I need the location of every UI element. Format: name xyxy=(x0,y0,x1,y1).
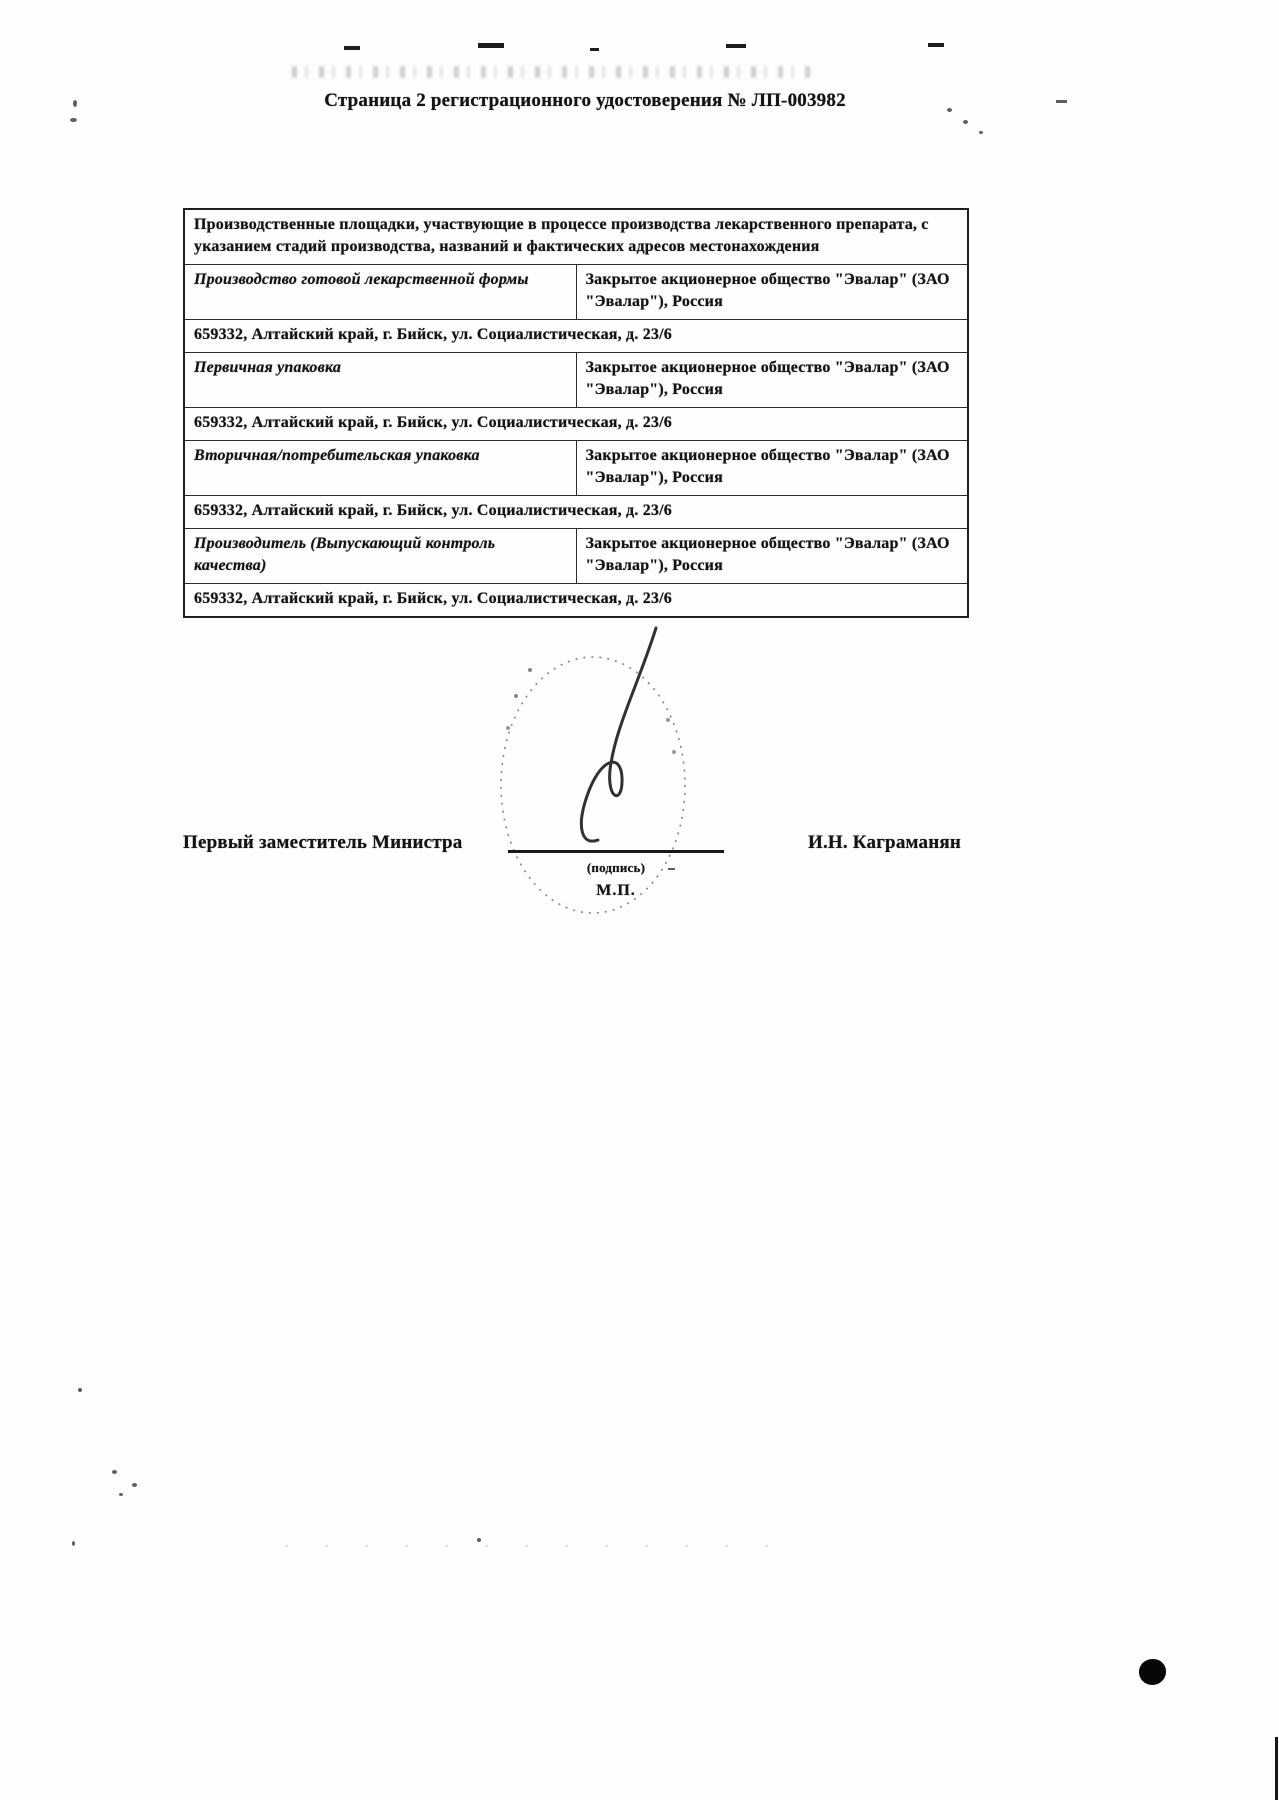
stamp-label: М.П. xyxy=(596,882,636,899)
signer-name: И.Н. Каграманян xyxy=(808,832,962,853)
table-row xyxy=(184,496,968,529)
scan-edge-line xyxy=(1275,1737,1278,1800)
company-cell: Закрытое акционерное общество "Эвалар" (ЗАО "Эвалар"), Россия xyxy=(576,441,968,496)
production-sites-table xyxy=(183,208,969,618)
scan-artifact xyxy=(78,1388,82,1392)
scan-artifact xyxy=(590,48,599,51)
stage-cell: Производитель (Выпускающий контроль качества) xyxy=(184,529,576,584)
company-cell: Закрытое акционерное общество "Эвалар" (ЗАО "Эвалар"), Россия xyxy=(576,353,968,408)
scan-artifact xyxy=(726,44,746,48)
scan-artifact xyxy=(70,118,77,122)
table-row xyxy=(184,529,968,584)
scan-artifact xyxy=(344,46,360,50)
address-cell: 659332, Алтайский край, г. Бийск, ул. Социалистическая, д. 23/6 xyxy=(184,496,968,529)
address-cell: 659332, Алтайский край, г. Бийск, ул. Социалистическая, д. 23/6 xyxy=(184,320,968,353)
stage-cell: Производство готовой лекарственной формы xyxy=(184,265,576,320)
scan-artifact-smudge-band xyxy=(292,66,817,78)
scan-artifact xyxy=(73,100,77,107)
scan-artifact xyxy=(668,868,675,870)
page-title: Страница 2 регистрационного удостоверения № ЛП-003982 xyxy=(324,90,846,111)
scan-artifact xyxy=(478,43,504,48)
table-header-row xyxy=(184,209,968,265)
scan-artifact xyxy=(119,1493,123,1496)
address-cell: 659332, Алтайский край, г. Бийск, ул. Социалистическая, д. 23/6 xyxy=(184,584,968,618)
scan-artifact xyxy=(928,43,944,47)
scan-artifact xyxy=(477,1538,481,1542)
scan-artifact xyxy=(963,120,968,124)
scan-artifact-dotted-line xyxy=(285,1545,805,1547)
table-row xyxy=(184,408,968,441)
address-cell: 659332, Алтайский край, г. Бийск, ул. Социалистическая, д. 23/6 xyxy=(184,408,968,441)
stage-cell: Вторичная/потребительская упаковка xyxy=(184,441,576,496)
table-row xyxy=(184,353,968,408)
stamp-and-signature-graphic xyxy=(460,600,740,960)
ink-blot xyxy=(1139,1659,1166,1685)
scan-artifact xyxy=(1056,100,1067,103)
handwritten-signature xyxy=(581,628,656,841)
signer-title: Первый заместитель Министра xyxy=(183,832,463,853)
table-row xyxy=(184,320,968,353)
signature-caption: (подпись) xyxy=(586,860,646,875)
stage-cell: Первичная упаковка xyxy=(184,353,576,408)
scan-artifact xyxy=(979,131,983,134)
company-cell: Закрытое акционерное общество "Эвалар" (ЗАО "Эвалар"), Россия xyxy=(576,265,968,320)
table-row xyxy=(184,265,968,320)
scan-artifact xyxy=(72,1541,75,1546)
company-cell: Закрытое акционерное общество "Эвалар" (ЗАО "Эвалар"), Россия xyxy=(576,529,968,584)
signature-line xyxy=(508,850,724,853)
table-header-cell: Производственные площадки, участвующие в процессе производства лекарственного препарата, с указанием стадий производства, названий и фактических адресов местонахождения xyxy=(184,209,968,265)
scan-artifact xyxy=(132,1483,137,1487)
table-row xyxy=(184,441,968,496)
scan-artifact xyxy=(112,1470,117,1474)
